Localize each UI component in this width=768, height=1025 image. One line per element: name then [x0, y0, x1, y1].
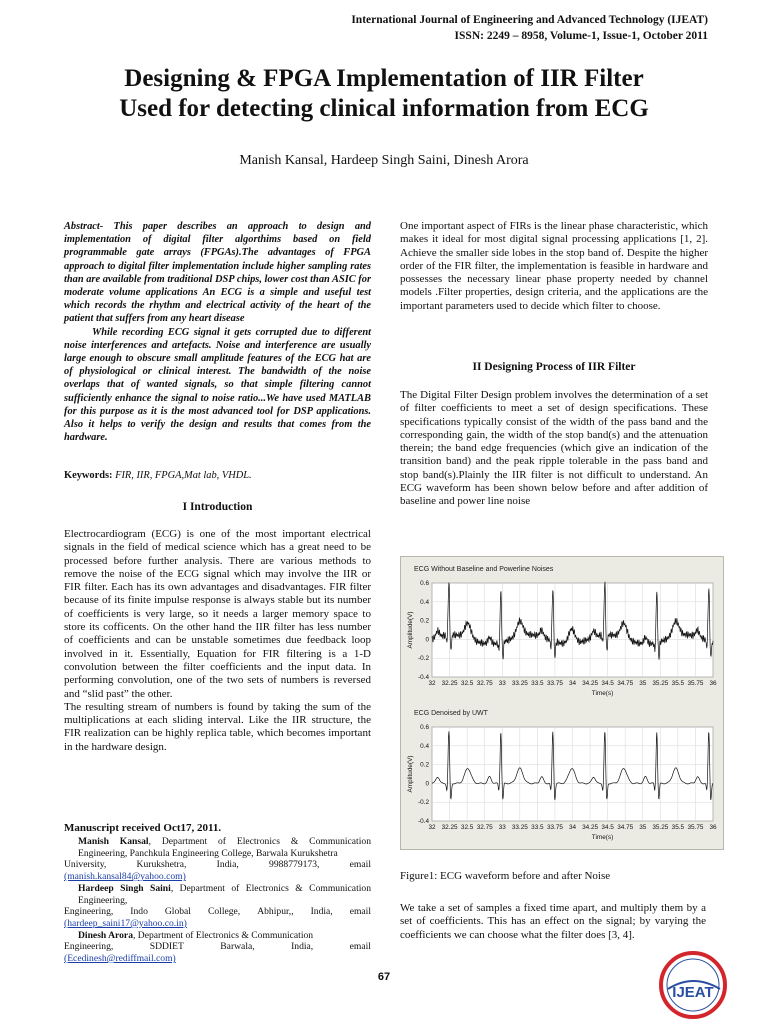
- chart-title: ECG Without Baseline and Powerline Noises: [414, 566, 554, 573]
- ecg-charts: [401, 557, 723, 849]
- affil2-word: Abhipur,,: [257, 906, 294, 918]
- affil3-word: India,: [291, 941, 314, 953]
- y-tick-label: -0.4: [417, 818, 429, 825]
- right-paragraph-1: One important aspect of FIRs is the linear phase characteristic, which makes it ideal for most digital signal processing applications [1, 2]. Achieve the smaller side lobes in the stop band of. Despite the higher order of the FIR filter, the implementation is feasible in hardware and possesses the necessary linear phase property needed by channel models .Filter properties, design criteria, and the applications are the important parameters used to decide which filter to choose.: [400, 220, 708, 312]
- affiliation-3-name: Dinesh Arora: [78, 929, 133, 941]
- affiliation-3-text: , Department of Electronics & Communication: [133, 929, 314, 941]
- affiliation-2-name: Hardeep Singh Saini: [78, 882, 171, 894]
- section-heading-introduction: I Introduction: [182, 501, 253, 513]
- ecg-figure: [400, 556, 724, 850]
- x-tick-label: 32: [428, 824, 436, 831]
- x-tick-label: 32.75: [476, 680, 493, 687]
- affiliation-2-row: [64, 906, 371, 918]
- affil2-word: email: [349, 906, 371, 918]
- logo-text: IJEAT: [672, 984, 714, 1001]
- chart-title: ECG Denoised by UWT: [414, 710, 488, 717]
- x-tick-label: 34.5: [601, 824, 614, 831]
- affiliation-3: [64, 930, 371, 942]
- right-paragraph-3: We take a set of samples a fixed time apart, and multiply them by a set of coefficients. This has an effect on the signal; by varying the coefficients we can choose what the filter does [3, 4].: [400, 902, 706, 941]
- abstract-paragraph-1: Abstract- This paper describes an approach to design and implementation of digital filter algorthims based on field programmable gate arrays (FPGAs).The advantages of FPGA approach to digital filter implementation include higher sampling rates than are available from traditional DSP chips, lower cost than ASIC for moderate volume applications An ECG is a simple and useful test which records the rhythm and electrical activity of the heart of the patient that suffers from any heart disease: [64, 221, 371, 325]
- affil2-word: College,: [207, 906, 241, 918]
- right-paragraph-2: The Digital Filter Design problem involves the determination of a set of filter coefficients to meet a set of design specifications. These specifications typically consist of the width of the pass band and the corresponding gain, the width of the stop band(s) and the attenuation therein; the band edge frequencies (which give an indication of the transition band) and the peak ripple tolerable in the pass band and stop band(s).Plainly the IIR filter is not difficult to understand. An ECG waveform has been shown below before and after addition of baseline and power line noise: [400, 389, 708, 508]
- x-tick-label: 35.75: [687, 824, 704, 831]
- affil2-word: Engineering,: [64, 906, 114, 918]
- x-tick-label: 32.25: [441, 824, 458, 831]
- x-tick-label: 35: [639, 680, 647, 687]
- affil1-word: India,: [216, 859, 239, 871]
- x-tick-label: 33.75: [546, 824, 563, 831]
- ijeat-logo: [648, 945, 738, 1020]
- intro-paragraph-2: The resulting stream of numbers is found by taking the sum of the multiplications at each sliding interval. Like the IIR structure, the FIR realization can be highly replica table, which becomes important in the hardware design.: [64, 700, 371, 753]
- email-link-3[interactable]: (Ecedinesh@rediffmail.com): [64, 953, 176, 965]
- keywords-text: FIR, IIR, FPGA,Mat lab, VHDL.: [115, 470, 252, 481]
- x-axis-label: Time(s): [591, 690, 614, 697]
- x-tick-label: 35.5: [671, 824, 685, 831]
- x-tick-label: 35.25: [652, 824, 669, 831]
- y-tick-label: 0: [425, 636, 429, 644]
- paper-title: [0, 64, 768, 124]
- y-tick-label: 0.2: [420, 617, 429, 625]
- x-tick-label: 34.75: [617, 680, 634, 687]
- email-link-2[interactable]: (hardeep_saini17@yahoo.co.in): [64, 917, 187, 929]
- author-affiliations: [64, 836, 371, 965]
- x-tick-label: 34.75: [617, 824, 634, 831]
- y-tick-label: 0.6: [420, 724, 429, 731]
- section-heading-designing: II Designing Process of IIR Filter: [472, 361, 636, 373]
- x-tick-label: 35: [639, 824, 647, 831]
- x-tick-label: 33.25: [511, 824, 528, 831]
- y-axis-label: Amplitude(V): [407, 611, 414, 649]
- paper-title-line2: Used for detecting clinical information from ECG: [119, 95, 649, 122]
- abstract: [64, 220, 371, 444]
- journal-issn: ISSN: 2249 – 8958, Volume-1, Issue-1, October 2011: [454, 30, 708, 42]
- y-tick-label: 0.6: [420, 580, 429, 587]
- affiliation-1-text: , Department of Electronics & Communication Engineering, Panchkula Engineering College, Barwala Kurukshetra: [78, 836, 371, 859]
- y-tick-label: 0.4: [420, 742, 429, 750]
- affil3-word: Engineering,: [64, 941, 114, 953]
- x-tick-label: 33.5: [531, 680, 544, 687]
- x-tick-label: 33: [498, 680, 506, 687]
- x-tick-label: 35.25: [652, 680, 669, 687]
- affiliation-2: [64, 883, 371, 906]
- affil1-word: University,: [64, 859, 107, 871]
- affil1-word: email: [349, 859, 371, 871]
- journal-header: [351, 12, 708, 44]
- authors: Manish Kansal, Hardeep Singh Saini, Dinesh Arora: [239, 153, 529, 168]
- affiliation-1-row: [64, 859, 371, 871]
- y-tick-label: 0.2: [420, 761, 429, 769]
- affiliation-2-text: , Department of Electronics & Communication Engineering,: [78, 882, 371, 906]
- affil1-word: Kurukshetra,: [136, 859, 187, 871]
- journal-name: International Journal of Engineering and Advanced Technology (IJEAT): [351, 14, 708, 26]
- y-axis-label: Amplitude(V): [407, 755, 414, 793]
- affil1-word: 9988779173,: [269, 859, 320, 871]
- x-tick-label: 36: [709, 824, 717, 831]
- figure-caption: Figure1: ECG waveform before and after Noise: [400, 870, 611, 882]
- intro-paragraph-1: Electrocardiogram (ECG) is one of the most important electrical signals in the field of medical science which has a great need to be processed before further analysis. There are various methods to remove the noise of the ECG signal which may involve the IIR or FIR filter. Each has its own advantages and disadvantages. FIR filter because of its finite impulse response is always stable but its number of coefficients is very large, so it needs a larger memory space to store its cofficents. On the other hand the IIR filter has less number of coefficients and can be unstable sometimes due feedback loop involved in it. Essentially, Equation for FIR filtering is a 1-D convolution between the filter coefficients and the input data. In performing convolution, one of the two sets of numbers is reversed and “slid past” the other.: [64, 528, 371, 700]
- affil3-word: Barwala,: [220, 941, 255, 953]
- x-tick-label: 35.5: [671, 680, 685, 687]
- y-tick-label: -0.2: [417, 655, 429, 663]
- affil2-word: Global: [164, 906, 191, 918]
- x-tick-label: 34.5: [601, 680, 614, 687]
- x-tick-label: 34.25: [582, 680, 599, 687]
- introduction-body: [64, 528, 371, 754]
- keywords-label: Keywords:: [64, 470, 113, 481]
- x-tick-label: 33.75: [546, 680, 563, 687]
- affil2-word: India,: [310, 906, 333, 918]
- affiliation-3-row: [64, 941, 371, 953]
- y-tick-label: -0.2: [417, 799, 429, 807]
- x-tick-label: 34.25: [582, 824, 599, 831]
- x-tick-label: 35.75: [687, 680, 704, 687]
- page-number: 67: [377, 971, 391, 983]
- x-tick-label: 34: [568, 824, 577, 831]
- x-tick-label: 32.5: [460, 680, 474, 687]
- affil3-word: SDDIET: [149, 941, 184, 953]
- x-tick-label: 33.5: [531, 824, 544, 831]
- x-tick-label: 33: [498, 824, 506, 831]
- keywords: [64, 470, 371, 481]
- affiliation-1: [64, 836, 371, 859]
- x-tick-label: 32.25: [441, 680, 458, 687]
- affiliation-1-name: Manish Kansal: [78, 836, 149, 847]
- paper-title-line1: Designing & FPGA Implementation of IIR Filter: [124, 65, 644, 92]
- abstract-paragraph-2: While recording ECG signal it gets corrupted due to different noise interferences and artefacts. Noise and interference are usually large enough to obscure small amplitude features of the ECG hat are of physiological or clinical interest. The bandwidth of the noise overlaps that of wanted signals, so that simple filtering cannot sufficiently enhance the signal to noise ratio...We have used MATLAB for this purpose as it is the most advanced tool for DSP applications. Also it helps to verify the design and results that comes from the hardware.: [64, 326, 371, 444]
- x-tick-label: 32.75: [476, 824, 493, 831]
- x-tick-label: 34: [568, 680, 577, 687]
- y-tick-label: -0.4: [417, 674, 429, 681]
- x-tick-label: 32: [428, 680, 436, 687]
- affil3-word: email: [349, 941, 371, 953]
- y-tick-label: 0: [425, 780, 429, 788]
- manuscript-received: Manuscript received Oct17, 2011.: [64, 822, 222, 834]
- x-tick-label: 32.5: [460, 824, 474, 831]
- affil2-word: Indo: [130, 906, 148, 918]
- x-tick-label: 36: [709, 680, 717, 687]
- x-axis-label: Time(s): [591, 834, 614, 841]
- y-tick-label: 0.4: [420, 598, 429, 606]
- x-tick-label: 33.25: [511, 680, 528, 687]
- email-link-1[interactable]: (manish.kansal84@yahoo.com): [64, 871, 186, 883]
